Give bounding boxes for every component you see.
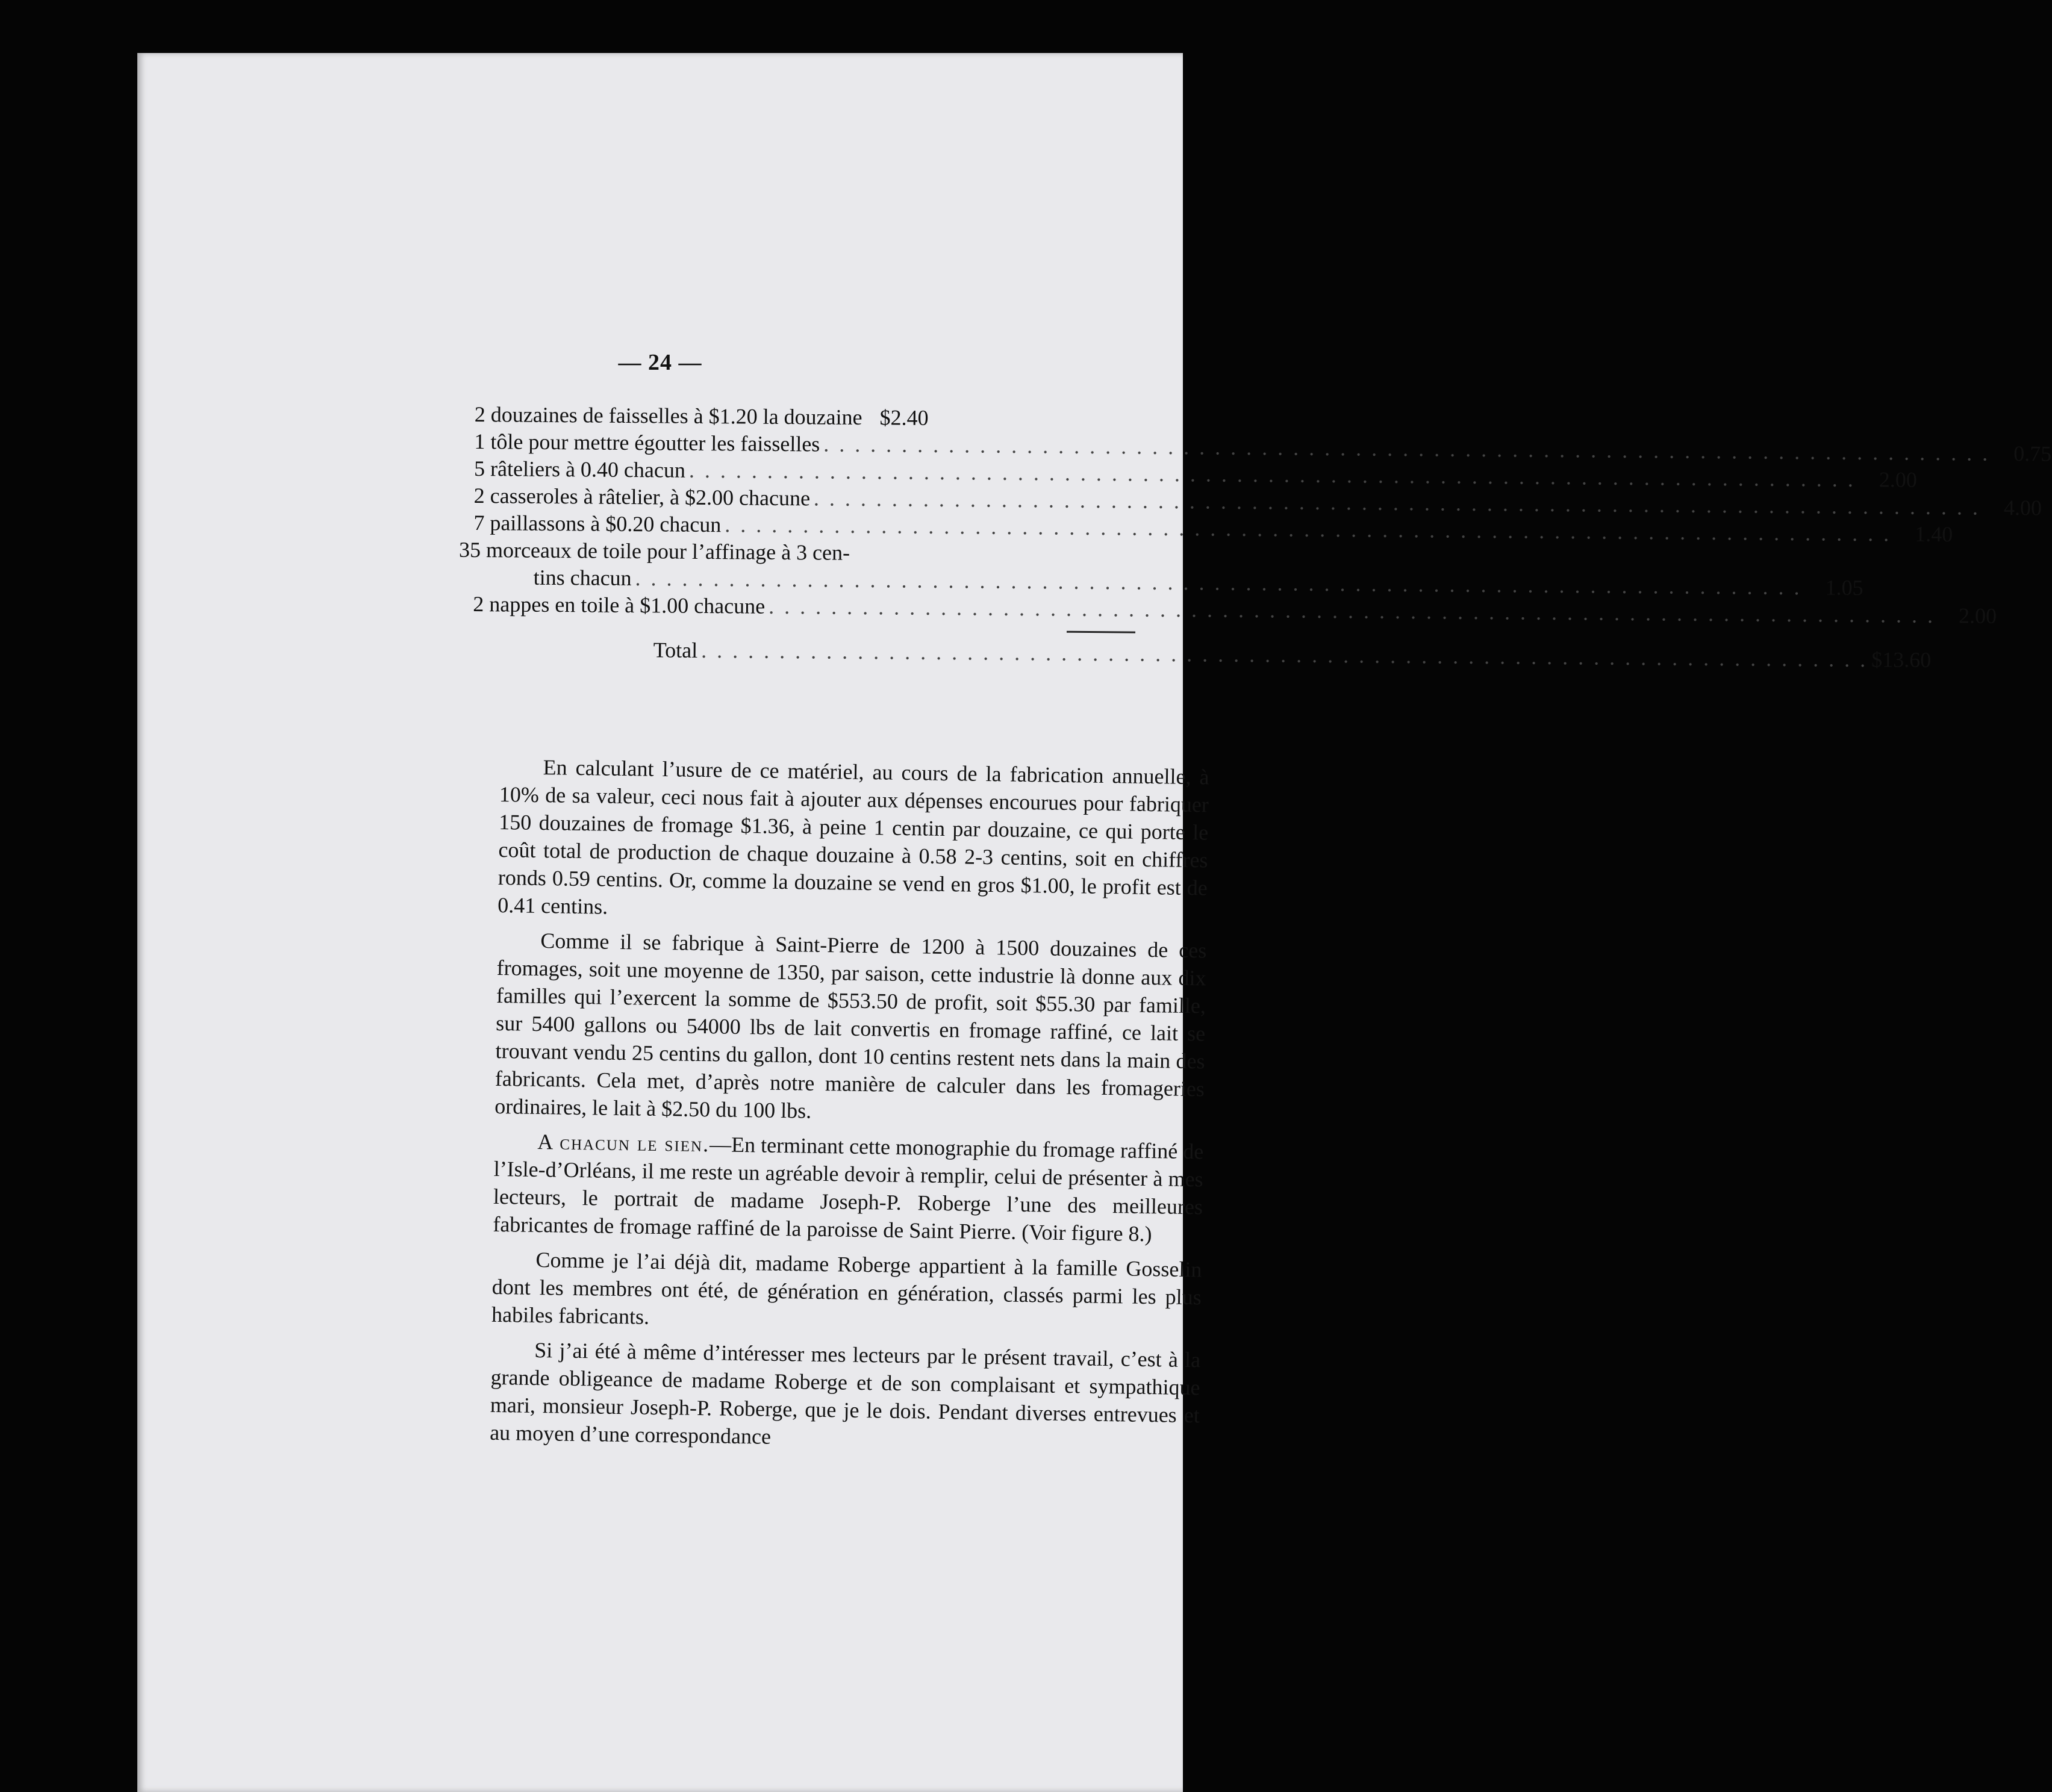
body-text <box>490 753 1209 1464</box>
expense-label: 7 paillassons à $0.20 chacun <box>473 510 722 537</box>
section-heading: A chacun le sien. <box>537 1129 710 1157</box>
expense-label: 2 douzaines de faisselles à $1.20 la douzaine <box>474 402 862 430</box>
expense-amount: 1.05 <box>1825 575 1863 600</box>
section-text: —En terminant cette monographie du fromage raffiné de l’Isle-d’Orléans, il me reste un agréable devoir à remplir, celui de présenter à mes lecteurs, le portrait de madame Joseph-P. Roberge l’une des meilleures fabricantes de fromage raffiné de la paroisse de Saint Pierre. (Voir figure 8.) <box>493 1132 1204 1246</box>
total-amount: $13.60 <box>1871 647 1932 673</box>
expense-amount: 2.00 <box>1958 603 1997 628</box>
expense-label: 35 morceaux de toile pour l’affinage à 3 cen- <box>458 537 850 565</box>
expense-amount: 2.00 <box>1879 467 1918 492</box>
paragraph: En calculant l’usure de ce matériel, au cours de la fabrication annuelle, à 10% de sa valeur, ceci nous fait à ajouter aux dépenses encourues pour fabriquer 150 douzaines de fromage $1.36, à peine 1 centin par douzaine, ce qui porte le coût total de production de chaque douzaine à 0.58 2-3 centins, soit en chiffres ronds 0.59 centins. Or, comme la douzaine se vend en gros $1.00, le profit est de 0.41 centins. <box>497 755 1209 919</box>
expense-amount: 4.00 <box>2003 495 2042 520</box>
expense-amount: $2.40 <box>879 405 929 430</box>
expense-list <box>458 401 2052 673</box>
expense-amount: 1.40 <box>1915 521 1953 547</box>
total-label: Total <box>653 638 698 662</box>
expense-label-continuation: tins chacun <box>533 565 632 591</box>
book-page <box>137 53 2052 1792</box>
expense-row <box>473 591 1997 628</box>
expense-label: 2 casseroles à râtelier, à $2.00 chacune <box>473 483 811 511</box>
dot-leader <box>701 637 1868 673</box>
total-row <box>473 635 1932 673</box>
expense-label: 2 nappes en toile à $1.00 chacune <box>473 591 766 618</box>
paragraph: Comme je l’ai déjà dit, madame Roberge appartient à la famille Gosselin dont les membres ont été, de génération en génération, classés parmi les plus habiles fabricants. <box>491 1247 1202 1329</box>
paragraph: Comme il se fabrique à Saint-Pierre de 1200 à 1500 douzaines de ces fromages, soit une moyenne de 1350, par saison, cette industrie là donne aux dix familles qui l’exercent la somme de $553.50 de profit, soit $55.30 par famille, sur 5400 gallons ou 54000 lbs de lait convertis en fromage raffiné, ce lait se trouvant vendu 25 centins du gallon, dont 10 centins restent nets dans la main des fabricants. Cela met, d’après notre manière de calculer dans les fromageries ordinaires, le lait à $2.50 du 100 lbs. <box>494 929 1207 1123</box>
page-number: — 24 — <box>618 350 702 375</box>
paragraph: Si j’ai été à même d’intéresser mes lecteurs par le présent travail, c’est à la grande obligeance de madame Roberge et de son complaisant et sympathique mari, monsieur Joseph-P. Roberge, que je le dois. Pendant diverses entrevues et au moyen d’une correspondance <box>489 1337 1201 1449</box>
page-content <box>137 53 2052 1792</box>
expense-label: 1 tôle pour mettre égoutter les faisselles <box>474 429 820 456</box>
total-rule <box>1067 631 1135 633</box>
expense-label: 5 râteliers à 0.40 chacun <box>473 456 686 482</box>
expense-amount: 0.75 <box>2013 441 2052 466</box>
section-paragraph <box>493 1127 1204 1248</box>
